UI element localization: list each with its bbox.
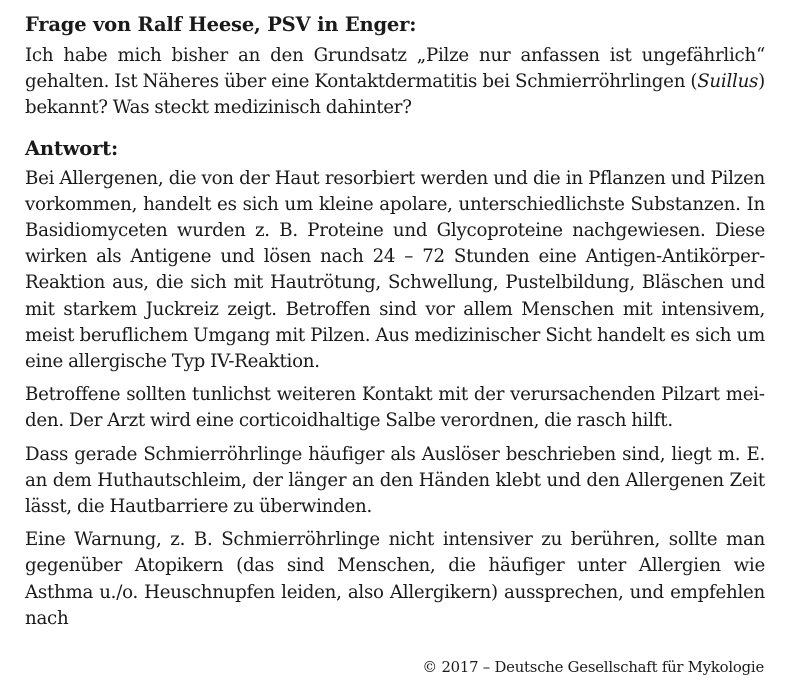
answer-section xyxy=(25,136,765,632)
answer-paragraph-3: Dass gerade Schmierröhrlinge häufiger als Auslöser beschrieben sind, liegt m. E. an dem Huthautschleim, der länger an den Händen klebt und den Allergenen Zeit lässt, die Hautbarriere zu überwinden. xyxy=(25,443,765,518)
question-text-part-1: Ich habe mich bisher an den Grundsatz „Pilze nur anfassen ist ungefährlich“ gehalten. Ist Näheres über eine Kontaktdermatitis bei Schmierröhrlingen ( xyxy=(25,45,765,93)
question-heading-colon: : xyxy=(409,13,417,36)
question-text-part-2: ) bekannt? Was steckt medizinisch dahinter? xyxy=(25,71,765,119)
copyright-footer: © 2017 – Deutsche Gesellschaft für Mykologie xyxy=(422,659,764,676)
question-heading-text: Frage von Ralf Heese, PSV in Enger xyxy=(25,13,410,36)
answer-paragraph-2: Betroffene sollten tunlichst weiteren Kontakt mit der verursachenden Pilzart meiden. Der Arzt wird eine corticoidhaltige Salbe verordnen, die rasch hilft. xyxy=(25,384,765,432)
question-genus-name: Suillus xyxy=(697,71,759,93)
article xyxy=(25,12,765,639)
answer-paragraph-1: Bei Allergenen, die von der Haut resorbiert werden und die in Pflanzen und Pilzen vorkommen, handelt es sich um kleine apolare, unterschiedlichste Substanzen. In Basidiomyceten wurden z. B. Proteine und Glycoproteine nachgewiesen. Diese wirken als Antigene und lösen nach 24 – 72 Stunden eine Antigen-Antikörper-Reaktion aus, die sich mit Hautrötung, Schwellung, Pustelbildung, Bläschen und mit starkem Juckreiz zeigt. Betroffen sind vor allem Menschen mit intensivem, meist beruflichem Umgang mit Pilzen. Aus medizinischer Sicht handelt es sich um eine allergische Typ IV-Reaktion. xyxy=(25,167,765,373)
question-text xyxy=(25,43,765,122)
question-section xyxy=(25,12,765,122)
answer-paragraph-4: Eine Warnung, z. B. Schmierröhrlinge nicht intensiver zu berühren, sollte man gegenüber Atopikern (das sind Menschen, die häufiger unter Allergien wie Asthma u./o. Heuschnupfen leiden, also Allergikern) aussprechen, und empfehlen nach xyxy=(25,529,765,629)
question-heading xyxy=(25,12,765,38)
answer-heading: Antwort: xyxy=(25,136,118,160)
